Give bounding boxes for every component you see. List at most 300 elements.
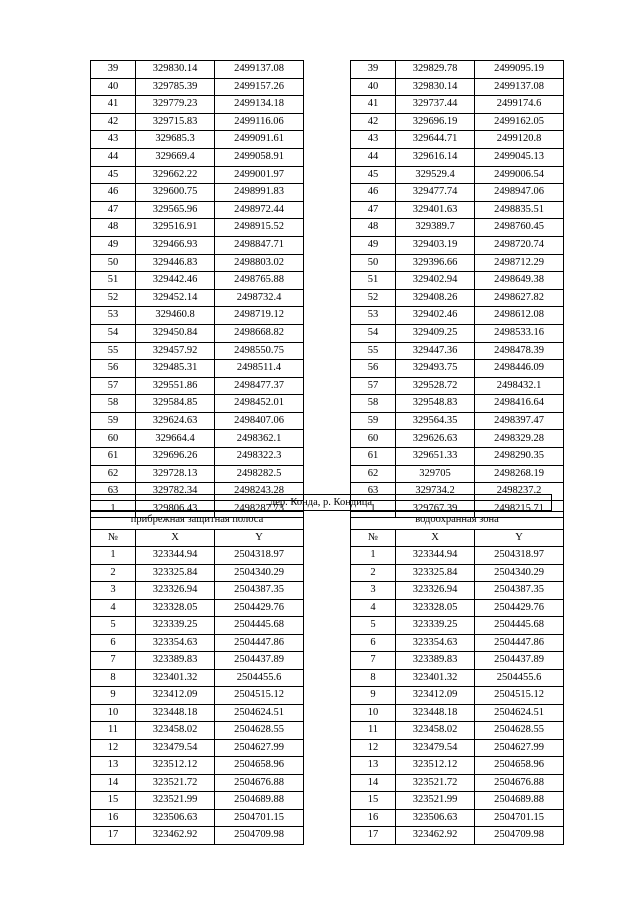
coord-y: 2504709.98 bbox=[475, 827, 564, 845]
coord-y: 2498972.44 bbox=[215, 201, 304, 219]
coord-x: 323401.32 bbox=[136, 669, 215, 687]
point-number: 54 bbox=[351, 324, 396, 342]
table-row bbox=[91, 360, 564, 378]
water-protection-zone-title: водоохранная зона bbox=[351, 512, 564, 530]
coord-x: 329389.7 bbox=[396, 219, 475, 237]
table-row bbox=[91, 547, 564, 565]
coord-y: 2499095.19 bbox=[475, 61, 564, 79]
point-number: 2 bbox=[351, 564, 396, 582]
coord-y: 2504676.88 bbox=[215, 774, 304, 792]
point-number: 10 bbox=[91, 704, 136, 722]
point-number: 52 bbox=[91, 289, 136, 307]
coord-x: 329466.93 bbox=[136, 236, 215, 254]
coord-x: 323458.02 bbox=[136, 722, 215, 740]
coord-y: 2498732.4 bbox=[215, 289, 304, 307]
table-row bbox=[91, 774, 564, 792]
coord-y: 2498397.47 bbox=[475, 412, 564, 430]
point-number: 3 bbox=[351, 582, 396, 600]
coord-x: 329447.36 bbox=[396, 342, 475, 360]
column-gap bbox=[304, 289, 351, 307]
coord-y: 2504447.86 bbox=[215, 634, 304, 652]
coord-x: 323521.72 bbox=[396, 774, 475, 792]
column-gap bbox=[304, 184, 351, 202]
point-number: 40 bbox=[351, 78, 396, 96]
coord-x: 323458.02 bbox=[396, 722, 475, 740]
point-number: 1 bbox=[351, 547, 396, 565]
column-gap bbox=[304, 564, 351, 582]
coord-y: 2499045.13 bbox=[475, 148, 564, 166]
point-number: 15 bbox=[351, 792, 396, 810]
table-row bbox=[91, 377, 564, 395]
coord-x: 323448.18 bbox=[136, 704, 215, 722]
column-gap bbox=[304, 582, 351, 600]
point-number: 1 bbox=[91, 547, 136, 565]
point-number: 40 bbox=[91, 78, 136, 96]
coordinates-table-top bbox=[90, 60, 564, 518]
coord-x: 323506.63 bbox=[396, 809, 475, 827]
coord-x: 329402.94 bbox=[396, 272, 475, 290]
coord-y: 2504340.29 bbox=[215, 564, 304, 582]
coord-x: 329442.46 bbox=[136, 272, 215, 290]
coord-y: 2504676.88 bbox=[475, 774, 564, 792]
column-gap bbox=[304, 377, 351, 395]
coord-y: 2499174.6 bbox=[475, 96, 564, 114]
coord-x: 323339.25 bbox=[136, 617, 215, 635]
table-row bbox=[91, 465, 564, 483]
point-number: 7 bbox=[91, 652, 136, 670]
point-number: 16 bbox=[351, 809, 396, 827]
coord-y: 2498533.16 bbox=[475, 324, 564, 342]
coord-x: 323325.84 bbox=[396, 564, 475, 582]
coord-x: 329685.3 bbox=[136, 131, 215, 149]
coord-y: 2499006.54 bbox=[475, 166, 564, 184]
coord-x: 323512.12 bbox=[136, 757, 215, 775]
point-number: 6 bbox=[351, 634, 396, 652]
coord-y: 2498668.82 bbox=[215, 324, 304, 342]
coord-y: 2504340.29 bbox=[475, 564, 564, 582]
coord-x: 329516.91 bbox=[136, 219, 215, 237]
table-row bbox=[91, 61, 564, 79]
table-row bbox=[91, 757, 564, 775]
table-row bbox=[91, 827, 564, 845]
coord-y: 2504701.15 bbox=[215, 809, 304, 827]
table-row bbox=[91, 652, 564, 670]
coordinates-table-top-body bbox=[91, 61, 564, 518]
coord-y: 2504689.88 bbox=[215, 792, 304, 810]
coord-x: 323506.63 bbox=[136, 809, 215, 827]
coord-y: 2504658.96 bbox=[215, 757, 304, 775]
table-row bbox=[91, 412, 564, 430]
table-row bbox=[91, 148, 564, 166]
coord-x: 329485.31 bbox=[136, 360, 215, 378]
point-number: 58 bbox=[91, 395, 136, 413]
point-number: 42 bbox=[91, 113, 136, 131]
coord-x: 323328.05 bbox=[396, 599, 475, 617]
coord-x: 323401.32 bbox=[396, 669, 475, 687]
coord-y: 2499162.05 bbox=[475, 113, 564, 131]
coord-y: 2499120.8 bbox=[475, 131, 564, 149]
header-x: X bbox=[396, 529, 475, 547]
coord-y: 2499134.18 bbox=[215, 96, 304, 114]
column-gap bbox=[304, 652, 351, 670]
coord-x: 329696.26 bbox=[136, 448, 215, 466]
coord-x: 323521.99 bbox=[136, 792, 215, 810]
column-gap bbox=[304, 757, 351, 775]
point-number: 6 bbox=[91, 634, 136, 652]
coord-y: 2504627.99 bbox=[215, 739, 304, 757]
table-row bbox=[91, 96, 564, 114]
point-number: 44 bbox=[91, 148, 136, 166]
coord-y: 2498446.09 bbox=[475, 360, 564, 378]
coord-y: 2498243.28 bbox=[215, 483, 304, 501]
point-number: 63 bbox=[351, 483, 396, 501]
coord-x: 329705 bbox=[396, 465, 475, 483]
coord-x: 329734.2 bbox=[396, 483, 475, 501]
coord-y: 2499058.91 bbox=[215, 148, 304, 166]
point-number: 14 bbox=[91, 774, 136, 792]
coord-x: 323325.84 bbox=[136, 564, 215, 582]
coord-y: 2504387.35 bbox=[215, 582, 304, 600]
column-gap bbox=[304, 96, 351, 114]
coord-x: 323389.83 bbox=[136, 652, 215, 670]
header-number: № bbox=[351, 529, 396, 547]
column-gap bbox=[304, 201, 351, 219]
coord-x: 323354.63 bbox=[396, 634, 475, 652]
coord-x: 329728.13 bbox=[136, 465, 215, 483]
coord-x: 329664.4 bbox=[136, 430, 215, 448]
coordinates-table-bottom bbox=[90, 511, 564, 845]
point-number: 5 bbox=[351, 617, 396, 635]
point-number: 4 bbox=[351, 599, 396, 617]
point-number: 44 bbox=[351, 148, 396, 166]
table-row bbox=[91, 342, 564, 360]
point-number: 5 bbox=[91, 617, 136, 635]
table-row bbox=[91, 184, 564, 202]
coord-y: 2498282.5 bbox=[215, 465, 304, 483]
column-gap bbox=[304, 687, 351, 705]
coord-y: 2498765.88 bbox=[215, 272, 304, 290]
table-row bbox=[91, 809, 564, 827]
coord-y: 2499137.08 bbox=[475, 78, 564, 96]
coord-y: 2498237.2 bbox=[475, 483, 564, 501]
point-number: 42 bbox=[351, 113, 396, 131]
point-number: 39 bbox=[91, 61, 136, 79]
coord-x: 329715.83 bbox=[136, 113, 215, 131]
coord-y: 2498477.37 bbox=[215, 377, 304, 395]
coord-y: 2504387.35 bbox=[475, 582, 564, 600]
point-number: 8 bbox=[91, 669, 136, 687]
coord-y: 2504455.6 bbox=[215, 669, 304, 687]
point-number: 41 bbox=[351, 96, 396, 114]
coord-x: 329402.46 bbox=[396, 307, 475, 325]
coord-x: 323521.72 bbox=[136, 774, 215, 792]
column-gap bbox=[304, 739, 351, 757]
coord-x: 329477.74 bbox=[396, 184, 475, 202]
point-number: 54 bbox=[91, 324, 136, 342]
table-row bbox=[91, 395, 564, 413]
table-row bbox=[91, 166, 564, 184]
coord-x: 329564.35 bbox=[396, 412, 475, 430]
column-gap bbox=[304, 113, 351, 131]
table-row bbox=[91, 582, 564, 600]
coord-y: 2504709.98 bbox=[215, 827, 304, 845]
coord-x: 329528.72 bbox=[396, 377, 475, 395]
point-number: 47 bbox=[91, 201, 136, 219]
table-row bbox=[91, 599, 564, 617]
coord-y: 2504701.15 bbox=[475, 809, 564, 827]
point-number: 46 bbox=[351, 184, 396, 202]
coord-y: 2504445.68 bbox=[215, 617, 304, 635]
coord-x: 329396.66 bbox=[396, 254, 475, 272]
coord-y: 2504445.68 bbox=[475, 617, 564, 635]
point-number: 61 bbox=[91, 448, 136, 466]
coord-y: 2498835.51 bbox=[475, 201, 564, 219]
coord-x: 323354.63 bbox=[136, 634, 215, 652]
point-number: 2 bbox=[91, 564, 136, 582]
column-gap bbox=[304, 827, 351, 845]
point-number: 43 bbox=[91, 131, 136, 149]
coord-x: 329460.8 bbox=[136, 307, 215, 325]
point-number: 12 bbox=[91, 739, 136, 757]
coord-y: 2498627.82 bbox=[475, 289, 564, 307]
column-gap bbox=[304, 219, 351, 237]
coord-y: 2498407.06 bbox=[215, 412, 304, 430]
coord-x: 329409.25 bbox=[396, 324, 475, 342]
coord-x: 329696.19 bbox=[396, 113, 475, 131]
point-number: 10 bbox=[351, 704, 396, 722]
coord-x: 323479.54 bbox=[396, 739, 475, 757]
coord-y: 2504624.51 bbox=[475, 704, 564, 722]
point-number: 63 bbox=[91, 483, 136, 501]
point-number: 7 bbox=[351, 652, 396, 670]
column-gap bbox=[304, 529, 351, 547]
coord-x: 329403.19 bbox=[396, 236, 475, 254]
point-number: 57 bbox=[91, 377, 136, 395]
coord-x: 329401.63 bbox=[396, 201, 475, 219]
point-number: 62 bbox=[351, 465, 396, 483]
table-row bbox=[91, 113, 564, 131]
coord-y: 2498803.02 bbox=[215, 254, 304, 272]
coord-y: 2498268.19 bbox=[475, 465, 564, 483]
column-gap bbox=[304, 61, 351, 79]
table-row bbox=[91, 722, 564, 740]
coord-x: 329616.14 bbox=[396, 148, 475, 166]
point-number: 39 bbox=[351, 61, 396, 79]
table-row bbox=[91, 272, 564, 290]
coord-x: 329830.14 bbox=[396, 78, 475, 96]
column-gap bbox=[304, 166, 351, 184]
coord-x: 329565.96 bbox=[136, 201, 215, 219]
point-number: 17 bbox=[351, 827, 396, 845]
column-gap bbox=[304, 774, 351, 792]
point-number: 41 bbox=[91, 96, 136, 114]
coord-y: 2498847.71 bbox=[215, 236, 304, 254]
table-row bbox=[91, 430, 564, 448]
coord-x: 323412.09 bbox=[396, 687, 475, 705]
point-number: 13 bbox=[351, 757, 396, 775]
point-number: 51 bbox=[91, 272, 136, 290]
point-number: 57 bbox=[351, 377, 396, 395]
coord-y: 2498322.3 bbox=[215, 448, 304, 466]
point-number: 49 bbox=[351, 236, 396, 254]
point-number: 55 bbox=[351, 342, 396, 360]
coord-y: 2498511.4 bbox=[215, 360, 304, 378]
table-row bbox=[91, 78, 564, 96]
coord-y: 2504447.86 bbox=[475, 634, 564, 652]
column-gap bbox=[304, 512, 351, 530]
column-gap bbox=[304, 254, 351, 272]
column-gap bbox=[304, 669, 351, 687]
point-number: 56 bbox=[351, 360, 396, 378]
table-row bbox=[91, 634, 564, 652]
point-number: 16 bbox=[91, 809, 136, 827]
coord-y: 2499137.08 bbox=[215, 61, 304, 79]
column-gap bbox=[304, 547, 351, 565]
coord-x: 323462.92 bbox=[136, 827, 215, 845]
column-gap bbox=[304, 236, 351, 254]
coord-y: 2498290.35 bbox=[475, 448, 564, 466]
coord-y: 2504515.12 bbox=[215, 687, 304, 705]
coord-y: 2498287.73 bbox=[215, 500, 304, 518]
point-number: 43 bbox=[351, 131, 396, 149]
column-gap bbox=[304, 307, 351, 325]
coord-x: 323479.54 bbox=[136, 739, 215, 757]
coord-y: 2504627.99 bbox=[475, 739, 564, 757]
coord-y: 2504455.6 bbox=[475, 669, 564, 687]
column-gap bbox=[304, 148, 351, 166]
coord-x: 323339.25 bbox=[396, 617, 475, 635]
header-y: Y bbox=[475, 529, 564, 547]
point-number: 49 bbox=[91, 236, 136, 254]
coord-y: 2498719.12 bbox=[215, 307, 304, 325]
zone-title-row bbox=[91, 512, 564, 530]
point-number: 8 bbox=[351, 669, 396, 687]
coord-y: 2499091.61 bbox=[215, 131, 304, 149]
coord-y: 2504437.89 bbox=[475, 652, 564, 670]
coord-y: 2499116.06 bbox=[215, 113, 304, 131]
coord-x: 329782.34 bbox=[136, 483, 215, 501]
coord-y: 2504318.97 bbox=[475, 547, 564, 565]
coord-y: 2504437.89 bbox=[215, 652, 304, 670]
coord-x: 329669.4 bbox=[136, 148, 215, 166]
column-gap bbox=[304, 360, 351, 378]
column-gap bbox=[304, 792, 351, 810]
coord-x: 329548.83 bbox=[396, 395, 475, 413]
point-number: 55 bbox=[91, 342, 136, 360]
coord-y: 2498215.71 bbox=[475, 500, 564, 518]
point-number: 51 bbox=[351, 272, 396, 290]
coord-x: 323412.09 bbox=[136, 687, 215, 705]
coord-x: 329644.71 bbox=[396, 131, 475, 149]
coord-y: 2504515.12 bbox=[475, 687, 564, 705]
point-number: 11 bbox=[351, 722, 396, 740]
coord-x: 329830.14 bbox=[136, 61, 215, 79]
coord-x: 323462.92 bbox=[396, 827, 475, 845]
coord-y: 2504628.55 bbox=[475, 722, 564, 740]
column-gap bbox=[304, 617, 351, 635]
coord-x: 329446.83 bbox=[136, 254, 215, 272]
coord-x: 329662.22 bbox=[136, 166, 215, 184]
coord-x: 329600.75 bbox=[136, 184, 215, 202]
coord-y: 2498649.38 bbox=[475, 272, 564, 290]
coord-y: 2498432.1 bbox=[475, 377, 564, 395]
coord-y: 2498915.52 bbox=[215, 219, 304, 237]
point-number: 60 bbox=[351, 430, 396, 448]
point-number: 59 bbox=[91, 412, 136, 430]
point-number: 4 bbox=[91, 599, 136, 617]
point-number: 50 bbox=[351, 254, 396, 272]
column-gap bbox=[304, 430, 351, 448]
point-number: 50 bbox=[91, 254, 136, 272]
point-number: 60 bbox=[91, 430, 136, 448]
coord-x: 329779.23 bbox=[136, 96, 215, 114]
table-row bbox=[91, 289, 564, 307]
point-number: 15 bbox=[91, 792, 136, 810]
coord-x: 323512.12 bbox=[396, 757, 475, 775]
table-row bbox=[91, 687, 564, 705]
point-number: 3 bbox=[91, 582, 136, 600]
coord-y: 2498991.83 bbox=[215, 184, 304, 202]
point-number: 46 bbox=[91, 184, 136, 202]
coord-x: 323521.99 bbox=[396, 792, 475, 810]
coord-x: 329457.92 bbox=[136, 342, 215, 360]
coord-x: 323326.94 bbox=[136, 582, 215, 600]
coord-x: 329584.85 bbox=[136, 395, 215, 413]
table-header-row bbox=[91, 529, 564, 547]
table-row bbox=[91, 704, 564, 722]
column-gap bbox=[304, 324, 351, 342]
coord-y: 2498712.29 bbox=[475, 254, 564, 272]
coord-x: 329785.39 bbox=[136, 78, 215, 96]
coord-y: 2504689.88 bbox=[475, 792, 564, 810]
coord-x: 329767.39 bbox=[396, 500, 475, 518]
coord-y: 2504624.51 bbox=[215, 704, 304, 722]
table-row bbox=[91, 236, 564, 254]
coord-x: 329529.4 bbox=[396, 166, 475, 184]
column-gap bbox=[304, 78, 351, 96]
coord-y: 2504429.76 bbox=[475, 599, 564, 617]
coord-x: 329450.84 bbox=[136, 324, 215, 342]
point-number: 9 bbox=[351, 687, 396, 705]
column-gap bbox=[304, 395, 351, 413]
coord-x: 329452.14 bbox=[136, 289, 215, 307]
column-gap bbox=[304, 272, 351, 290]
column-gap bbox=[304, 465, 351, 483]
coord-x: 329624.63 bbox=[136, 412, 215, 430]
table-row bbox=[91, 254, 564, 272]
point-number: 59 bbox=[351, 412, 396, 430]
point-number: 45 bbox=[91, 166, 136, 184]
column-gap bbox=[304, 599, 351, 617]
point-number: 17 bbox=[91, 827, 136, 845]
point-number: 53 bbox=[91, 307, 136, 325]
column-gap bbox=[304, 704, 351, 722]
point-number: 13 bbox=[91, 757, 136, 775]
coord-x: 323448.18 bbox=[396, 704, 475, 722]
coord-y: 2498478.39 bbox=[475, 342, 564, 360]
coord-y: 2498362.1 bbox=[215, 430, 304, 448]
settlement-river-title: дер. Конда, р. Кондица bbox=[90, 494, 552, 511]
coastal-strip-title: прибрежная защитная полоса bbox=[91, 512, 304, 530]
point-number: 11 bbox=[91, 722, 136, 740]
point-number: 53 bbox=[351, 307, 396, 325]
column-gap bbox=[304, 634, 351, 652]
coord-x: 329493.75 bbox=[396, 360, 475, 378]
coord-y: 2498452.01 bbox=[215, 395, 304, 413]
coord-x: 323326.94 bbox=[396, 582, 475, 600]
coord-y: 2498416.64 bbox=[475, 395, 564, 413]
coord-y: 2498720.74 bbox=[475, 236, 564, 254]
